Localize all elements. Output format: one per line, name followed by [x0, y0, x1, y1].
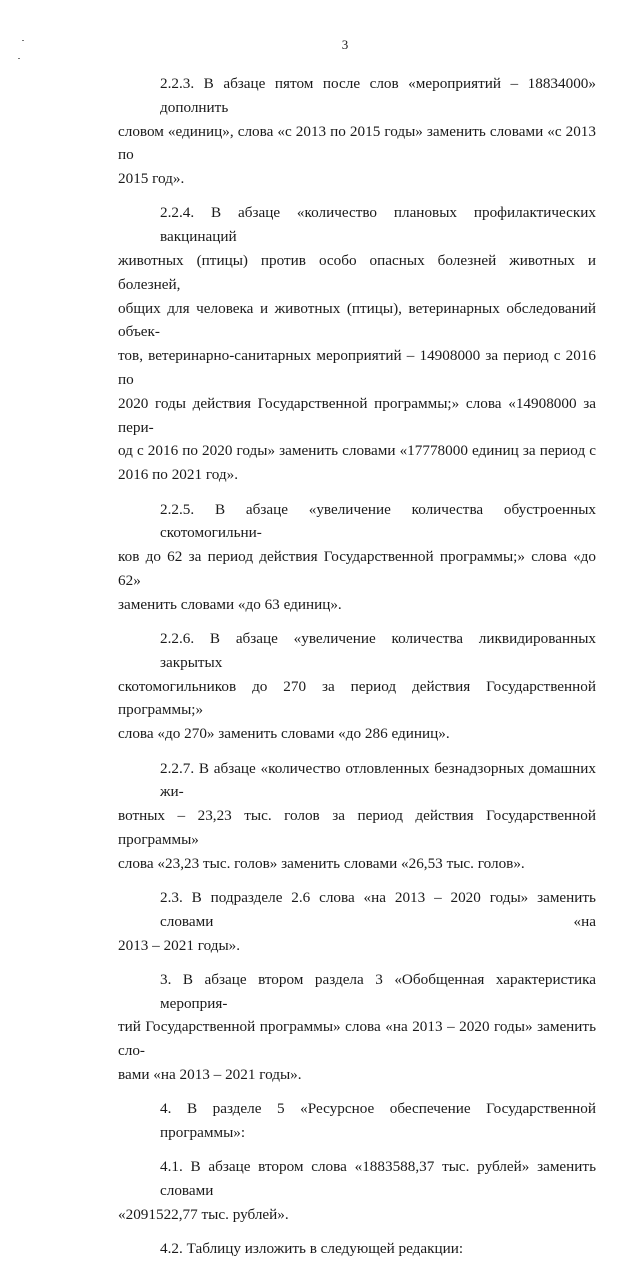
paragraph-line: 2.2.4. В абзаце «количество плановых профилактических вакцинаций	[160, 204, 596, 246]
paragraph-line: 2013 – 2021 годы».	[118, 936, 241, 954]
paragraph-line: 2.2.7. В абзаце «количество отловленных безнадзорных домашних жи-	[160, 759, 596, 801]
paragraph	[118, 1155, 596, 1226]
paragraph-line: вами «на 2013 – 2021 годы».	[118, 1066, 302, 1084]
paragraph-line: 2.3. В подразделе 2.6 слова «на 2013 – 2020 годы» заменить словами «на	[160, 889, 596, 930]
paragraph-line: 4.1. В абзаце втором слова «1883588,37 тыс. рублей» заменить словами	[160, 1158, 596, 1200]
paragraph-line: тов, ветеринарно-санитарных мероприятий – 14908000 за период с 2016 по	[118, 347, 596, 389]
paragraph-line: 2020 годы действия Государственной программы;» слова «14908000 за пери-	[118, 394, 596, 436]
paragraph-line: ков до 62 за период действия Государственной программы;» слова «до 62»	[118, 548, 596, 589]
paragraph-line: 2016 по 2021 год».	[118, 466, 238, 484]
paragraph-line: слова «23,23 тыс. голов» заменить словами «26,53 тыс. голов».	[118, 854, 525, 872]
paragraph	[118, 968, 596, 1087]
paragraph-line: вотных – 23,23 тыс. голов за период действия Государственной программы»	[118, 807, 596, 848]
paragraph-line: заменить словами «до 63 единиц».	[118, 595, 342, 613]
paragraph-line: 2.2.5. В абзаце «увеличение количества обустроенных скотомогильни-	[160, 500, 596, 542]
paragraph-line: од с 2016 по 2020 годы» заменить словами «17778000 единиц за период с	[118, 442, 596, 460]
page-number: 3	[341, 37, 349, 52]
paragraph	[118, 201, 596, 487]
paragraph	[118, 627, 596, 746]
paragraph-line: тий Государственной программы» слова «на 2013 – 2020 годы» заменить сло-	[118, 1018, 596, 1060]
scan-speck	[18, 58, 20, 59]
paragraph-line: скотомогильников до 270 за период действия Государственной программы;»	[118, 677, 596, 719]
paragraph-line: 2.2.3. В абзаце пятом после слов «мероприятий – 18834000» дополнить	[160, 75, 596, 116]
paragraph-line: «2091522,77 тыс. рублей».	[118, 1206, 289, 1224]
paragraph-line: 4.2. Таблицу изложить в следующей редакции:	[160, 1240, 464, 1258]
paragraph	[118, 498, 596, 617]
paragraph	[118, 72, 596, 191]
paragraph-line: животных (птицы) против особо опасных болезней животных и болезней,	[118, 252, 596, 293]
paragraph-line: словом «единиц», слова «с 2013 по 2015 годы» заменить словами «с 2013 по	[118, 122, 596, 164]
paragraph-line: 3. В абзаце втором раздела 3 «Обобщенная характеристика мероприя-	[160, 970, 596, 1012]
paragraph	[118, 1237, 596, 1261]
paragraph-line: общих для человека и животных (птицы), ветеринарных обследований объек-	[118, 299, 596, 341]
paragraph	[118, 1097, 596, 1145]
paragraph-line: 4. В разделе 5 «Ресурсное обеспечение Государственной программы»:	[160, 1100, 596, 1142]
paragraph-line: 2015 год».	[118, 170, 185, 188]
paragraph	[118, 757, 596, 876]
paragraph-line: 2.2.6. В абзаце «увеличение количества ликвидированных закрытых	[160, 630, 596, 671]
paragraph-line: слова «до 270» заменить словами «до 286 единиц».	[118, 725, 450, 743]
document-body	[118, 72, 596, 1272]
paragraph	[118, 886, 596, 957]
